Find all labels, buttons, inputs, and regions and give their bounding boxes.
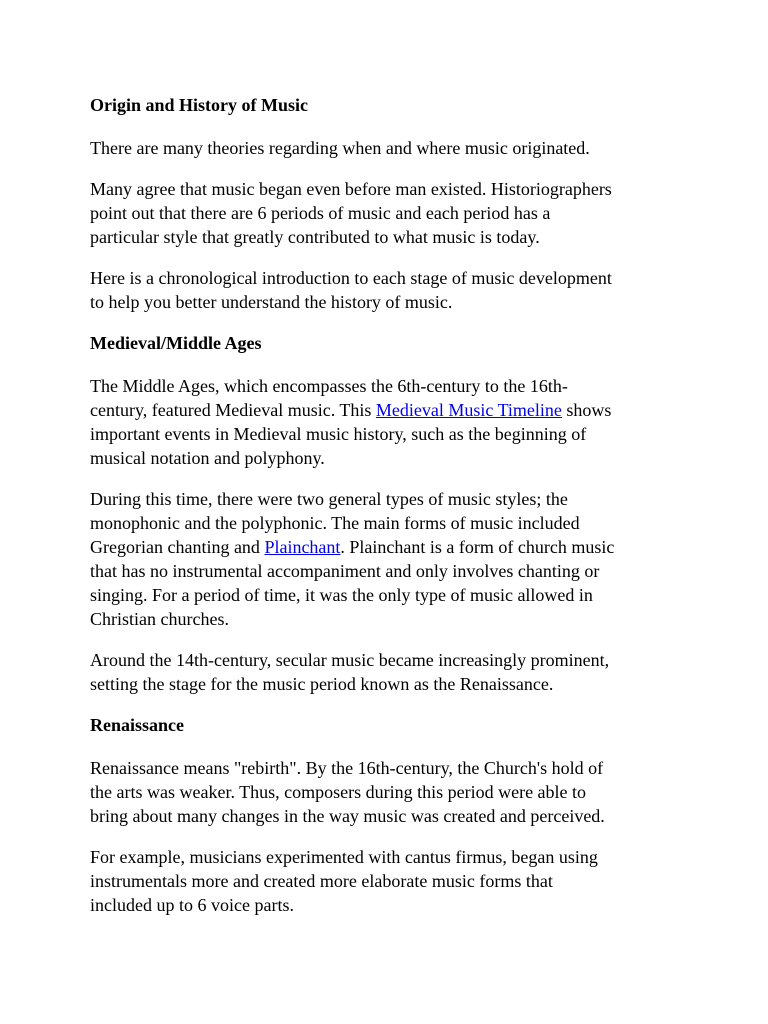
paragraph xyxy=(90,845,730,917)
text-segment: There are many theories regarding when and where music originated. xyxy=(90,138,590,158)
text-segment: monophonic and the polyphonic. The main forms of music included xyxy=(90,513,580,533)
text-segment: instrumentals more and created more elaborate music forms that xyxy=(90,871,553,891)
text-line xyxy=(90,535,730,559)
text-segment: For example, musicians experimented with cantus firmus, began using xyxy=(90,847,598,867)
text-segment: that has no instrumental accompaniment and only involves chanting or xyxy=(90,561,600,581)
text-segment: singing. For a period of time, it was the only type of music allowed in xyxy=(90,585,593,605)
text-segment: included up to 6 voice parts. xyxy=(90,895,294,915)
section-heading xyxy=(90,93,730,117)
text-segment: Renaissance means "rebirth". By the 16th-century, the Church's hold of xyxy=(90,758,604,778)
text-segment: Here is a chronological introduction to each stage of music development xyxy=(90,268,612,288)
text-segment: Gregorian chanting and xyxy=(90,537,265,557)
text-segment: musical notation and polyphony. xyxy=(90,448,325,468)
text-segment: Medieval/Middle Ages xyxy=(90,333,262,353)
text-segment: century, featured Medieval music. This xyxy=(90,400,376,420)
text-line xyxy=(90,780,730,804)
text-segment: to help you better understand the history of music. xyxy=(90,292,453,312)
paragraph xyxy=(90,136,730,160)
text-line xyxy=(90,487,730,511)
section-heading xyxy=(90,331,730,355)
text-line xyxy=(90,559,730,583)
text-line xyxy=(90,225,730,249)
text-line xyxy=(90,869,730,893)
text-line xyxy=(90,374,730,398)
inline-link[interactable]: Plainchant xyxy=(264,537,341,557)
text-segment: Renaissance xyxy=(90,715,184,735)
paragraph xyxy=(90,177,730,249)
text-segment: shows xyxy=(561,400,612,420)
document-body xyxy=(90,93,730,934)
text-line xyxy=(90,672,730,696)
text-line xyxy=(90,136,730,160)
text-line xyxy=(90,845,730,869)
text-segment: point out that there are 6 periods of music and each period has a xyxy=(90,203,551,223)
paragraph xyxy=(90,374,730,470)
text-segment: During this time, there were two general types of music styles; the xyxy=(90,489,568,509)
text-line xyxy=(90,331,730,355)
text-line xyxy=(90,446,730,470)
text-line xyxy=(90,398,730,422)
text-line xyxy=(90,583,730,607)
text-segment: . Plainchant is a form of church music xyxy=(340,537,615,557)
text-line xyxy=(90,93,730,117)
paragraph xyxy=(90,648,730,696)
text-line xyxy=(90,893,730,917)
text-segment: setting the stage for the music period known as the Renaissance. xyxy=(90,674,554,694)
text-segment: Around the 14th-century, secular music became increasingly prominent, xyxy=(90,650,610,670)
text-line xyxy=(90,607,730,631)
text-segment: particular style that greatly contributed to what music is today. xyxy=(90,227,540,247)
text-segment: The Middle Ages, which encompasses the 6th-century to the 16th- xyxy=(90,376,568,396)
text-segment: Many agree that music began even before man existed. Historiographers xyxy=(90,179,612,199)
text-line xyxy=(90,290,730,314)
paragraph xyxy=(90,756,730,828)
text-segment: bring about many changes in the way music was created and perceived. xyxy=(90,806,605,826)
text-segment: Christian churches. xyxy=(90,609,229,629)
inline-link[interactable]: Medieval Music Timeline xyxy=(375,400,562,420)
text-segment: the arts was weaker. Thus, composers during this period were able to xyxy=(90,782,587,802)
text-segment: important events in Medieval music history, such as the beginning of xyxy=(90,424,587,444)
text-line xyxy=(90,648,730,672)
text-line xyxy=(90,422,730,446)
section-heading xyxy=(90,713,730,737)
text-line xyxy=(90,713,730,737)
text-segment: Origin and History of Music xyxy=(90,95,309,115)
text-line xyxy=(90,511,730,535)
text-line xyxy=(90,266,730,290)
text-line xyxy=(90,201,730,225)
paragraph xyxy=(90,266,730,314)
text-line xyxy=(90,177,730,201)
paragraph xyxy=(90,487,730,631)
text-line xyxy=(90,756,730,780)
text-line xyxy=(90,804,730,828)
